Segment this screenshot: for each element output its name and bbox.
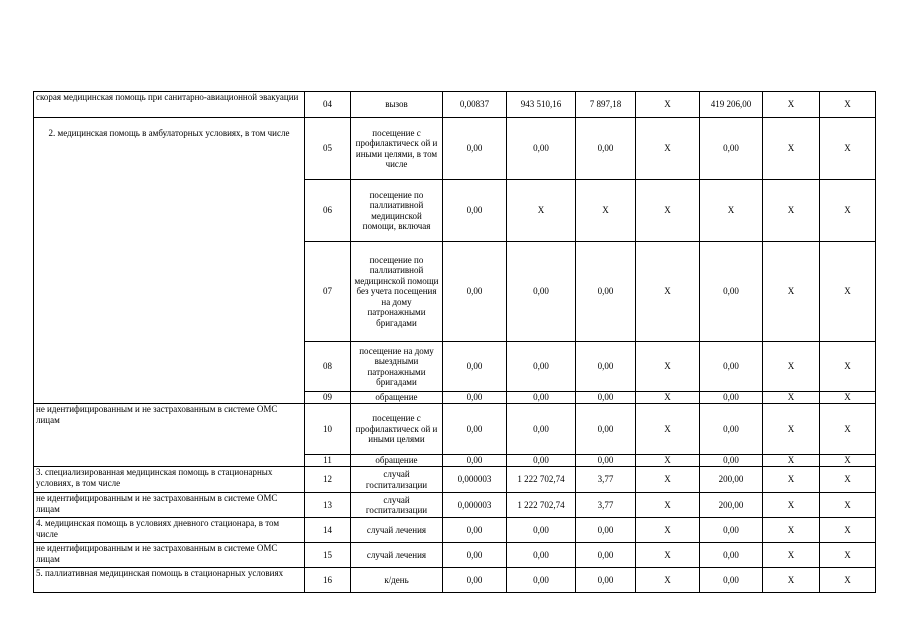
cell-value: 0,00 bbox=[576, 568, 636, 593]
cell-value: 0,00 bbox=[700, 543, 763, 568]
row-code: 10 bbox=[305, 404, 351, 455]
cell-value: 0,00 bbox=[700, 568, 763, 593]
cell-value: X bbox=[820, 242, 876, 342]
cell-value: X bbox=[636, 543, 700, 568]
cell-value: X bbox=[763, 518, 820, 543]
row-code: 05 bbox=[305, 118, 351, 180]
cell-value: 0,00 bbox=[507, 543, 576, 568]
cell-value: X bbox=[636, 118, 700, 180]
row-code: 04 bbox=[305, 92, 351, 118]
cell-value: 943 510,16 bbox=[507, 92, 576, 118]
row-code: 09 bbox=[305, 392, 351, 404]
row-unit: к/день bbox=[351, 568, 443, 593]
row-unit: случай лечения bbox=[351, 543, 443, 568]
cell-value: 0,00 bbox=[576, 392, 636, 404]
cell-value: 200,00 bbox=[700, 493, 763, 518]
row-name: 2. медицинская помощь в амбулаторных условиях, в том числе bbox=[34, 118, 305, 404]
cell-value: X bbox=[820, 404, 876, 455]
cell-value: X bbox=[636, 180, 700, 242]
cell-value: 3,77 bbox=[576, 493, 636, 518]
row-unit: посещение с профилактическ ой и иными целями bbox=[351, 404, 443, 455]
row-code: 14 bbox=[305, 518, 351, 543]
cell-value: X bbox=[576, 180, 636, 242]
row-code: 11 bbox=[305, 455, 351, 467]
cell-value: X bbox=[636, 342, 700, 392]
cell-value: 0,00 bbox=[700, 455, 763, 467]
cell-value: 0,00 bbox=[576, 518, 636, 543]
row-code: 16 bbox=[305, 568, 351, 593]
cell-value: 0,00 bbox=[576, 404, 636, 455]
cell-value: X bbox=[763, 568, 820, 593]
row-code: 07 bbox=[305, 242, 351, 342]
cell-value: 0,00 bbox=[443, 568, 507, 593]
cell-value: 0,00 bbox=[576, 242, 636, 342]
cell-value: X bbox=[636, 568, 700, 593]
cell-value: X bbox=[763, 467, 820, 493]
table-row bbox=[34, 493, 876, 518]
cell-value: 0,00 bbox=[443, 455, 507, 467]
row-unit: посещение по паллиативной медицинской помощи без учета посещения на дому патронажными бригадами bbox=[351, 242, 443, 342]
cell-value: X bbox=[763, 180, 820, 242]
cell-value: 419 206,00 bbox=[700, 92, 763, 118]
row-name: не идентифицированным и не застрахованным в системе ОМС лицам bbox=[34, 493, 305, 518]
cell-value: 0,000003 bbox=[443, 493, 507, 518]
cell-value: X bbox=[820, 180, 876, 242]
cell-value: 0,000003 bbox=[443, 467, 507, 493]
row-name: 3. специализированная медицинская помощь в стационарных условиях, в том числе bbox=[34, 467, 305, 493]
table-row bbox=[34, 404, 876, 455]
cell-value: X bbox=[636, 493, 700, 518]
cell-value: X bbox=[636, 518, 700, 543]
cell-value: 0,00 bbox=[507, 392, 576, 404]
table-row bbox=[34, 467, 876, 493]
cell-value: X bbox=[636, 242, 700, 342]
cell-value: 0,00 bbox=[443, 404, 507, 455]
table-row bbox=[34, 92, 876, 118]
cell-value: 0,00 bbox=[443, 518, 507, 543]
cell-value: 0,00 bbox=[443, 392, 507, 404]
cell-value: X bbox=[636, 92, 700, 118]
row-code: 08 bbox=[305, 342, 351, 392]
cell-value: X bbox=[820, 455, 876, 467]
cell-value: 0,00 bbox=[443, 118, 507, 180]
cell-value: 200,00 bbox=[700, 467, 763, 493]
row-code: 13 bbox=[305, 493, 351, 518]
cell-value: 0,00 bbox=[507, 342, 576, 392]
cell-value: X bbox=[700, 180, 763, 242]
cell-value: X bbox=[820, 493, 876, 518]
cell-value: 0,00 bbox=[507, 118, 576, 180]
cell-value: 0,00 bbox=[700, 518, 763, 543]
cell-value: 7 897,18 bbox=[576, 92, 636, 118]
row-code: 06 bbox=[305, 180, 351, 242]
row-name: не идентифицированным и не застрахованным в системе ОМС лицам bbox=[34, 404, 305, 467]
row-unit: обращение bbox=[351, 392, 443, 404]
cell-value: X bbox=[820, 568, 876, 593]
cell-value: 0,00837 bbox=[443, 92, 507, 118]
row-name: не идентифицированным и не застрахованным в системе ОМС лицам bbox=[34, 543, 305, 568]
cell-value: X bbox=[636, 392, 700, 404]
row-name: 5. паллиативная медицинская помощь в стационарных условиях bbox=[34, 568, 305, 593]
row-code: 12 bbox=[305, 467, 351, 493]
cell-value: X bbox=[820, 92, 876, 118]
row-code: 15 bbox=[305, 543, 351, 568]
table-row bbox=[34, 118, 876, 180]
row-unit: обращение bbox=[351, 455, 443, 467]
row-name: скорая медицинская помощь при санитарно-авиационной эвакуации bbox=[34, 92, 305, 118]
cell-value: 0,00 bbox=[576, 342, 636, 392]
cell-value: X bbox=[763, 92, 820, 118]
cell-value: X bbox=[763, 455, 820, 467]
cell-value: X bbox=[636, 467, 700, 493]
cell-value: X bbox=[763, 118, 820, 180]
row-unit: случай лечения bbox=[351, 518, 443, 543]
cell-value: 0,00 bbox=[576, 543, 636, 568]
cell-value: 1 222 702,74 bbox=[507, 467, 576, 493]
cell-value: 0,00 bbox=[700, 242, 763, 342]
cell-value: 0,00 bbox=[700, 118, 763, 180]
row-unit: вызов bbox=[351, 92, 443, 118]
cell-value: X bbox=[820, 518, 876, 543]
cell-value: X bbox=[820, 543, 876, 568]
table-row bbox=[34, 518, 876, 543]
cell-value: X bbox=[820, 342, 876, 392]
cell-value: 0,00 bbox=[700, 342, 763, 392]
table-row bbox=[34, 568, 876, 593]
table-row bbox=[34, 543, 876, 568]
cell-value: 0,00 bbox=[507, 568, 576, 593]
cell-value: X bbox=[636, 455, 700, 467]
cell-value: X bbox=[763, 342, 820, 392]
cell-value: 1 222 702,74 bbox=[507, 493, 576, 518]
cell-value: X bbox=[820, 392, 876, 404]
cell-value: 0,00 bbox=[576, 455, 636, 467]
row-unit: случай госпитализации bbox=[351, 467, 443, 493]
row-name: 4. медицинская помощь в условиях дневного стационара, в том числе bbox=[34, 518, 305, 543]
cell-value: 3,77 bbox=[576, 467, 636, 493]
cell-value: 0,00 bbox=[507, 455, 576, 467]
row-unit: посещение по паллиативной медицинской помощи, включая bbox=[351, 180, 443, 242]
cell-value: 0,00 bbox=[443, 342, 507, 392]
cell-value: X bbox=[507, 180, 576, 242]
cell-value: X bbox=[763, 404, 820, 455]
cell-value: X bbox=[820, 118, 876, 180]
cell-value: 0,00 bbox=[443, 543, 507, 568]
cell-value: 0,00 bbox=[507, 518, 576, 543]
cell-value: 0,00 bbox=[443, 180, 507, 242]
data-table bbox=[33, 91, 876, 593]
row-unit: случай госпитализации bbox=[351, 493, 443, 518]
cell-value: 0,00 bbox=[700, 404, 763, 455]
cell-value: X bbox=[763, 242, 820, 342]
cell-value: 0,00 bbox=[443, 242, 507, 342]
cell-value: X bbox=[636, 404, 700, 455]
row-unit: посещение на дому выездными патронажными бригадами bbox=[351, 342, 443, 392]
cell-value: 0,00 bbox=[700, 392, 763, 404]
cell-value: X bbox=[763, 392, 820, 404]
cell-value: X bbox=[763, 543, 820, 568]
cell-value: 0,00 bbox=[576, 118, 636, 180]
cell-value: X bbox=[820, 467, 876, 493]
row-unit: посещение с профилактическ ой и иными целями, в том числе bbox=[351, 118, 443, 180]
cell-value: X bbox=[763, 493, 820, 518]
cell-value: 0,00 bbox=[507, 404, 576, 455]
cell-value: 0,00 bbox=[507, 242, 576, 342]
